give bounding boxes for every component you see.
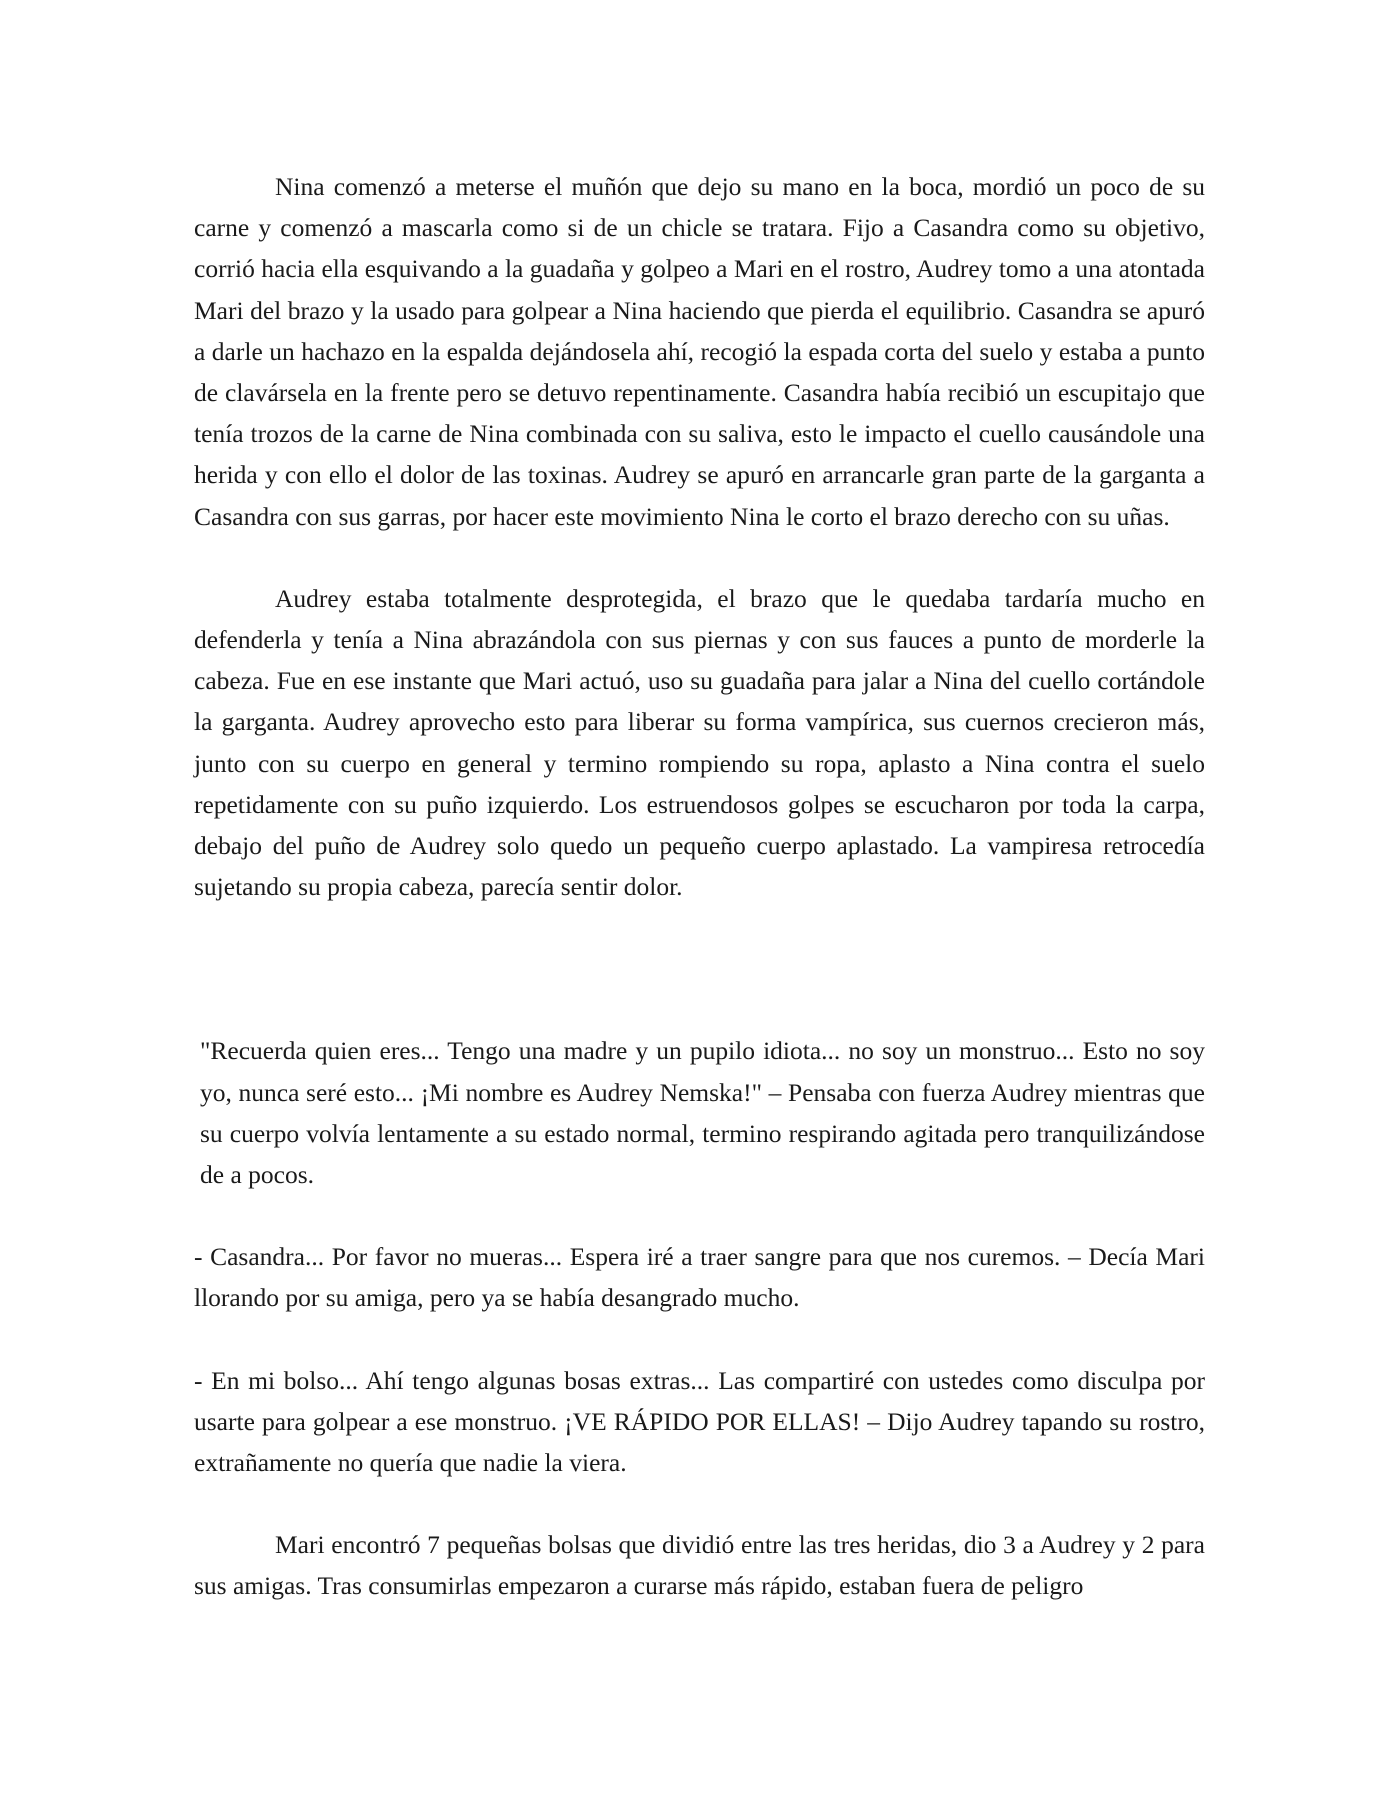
paragraph-4-dialogue: - Casandra... Por favor no mueras... Espera iré a traer sangre para que nos curemos. – Decía Mari llorando por su amiga, pero ya se había desangrado mucho. [194,1242,1205,1313]
paragraph-1: Nina comenzó a meterse el muñón que dejo su mano en la boca, mordió un poco de su carne y comenzó a mascarla como si de un chicle se tratara. Fijo a Casandra como su objetivo, corrió hacia ella esquivando a la guadaña y golpeo a Mari en el rostro, Audrey tomo a una atontada Mari del brazo y la usado para golpear a Nina haciendo que pierda el equilibrio. Casandra se apuró a darle un hachazo en la espalda dejándosela ahí, recogió la espada corta del suelo y estaba a punto de clavársela en la frente pero se detuvo repentinamente. Casandra había recibió un escupitajo que tenía trozos de la carne de Nina combinada con su saliva, esto le impacto el cuello causándole una herida y con ello el dolor de las toxinas. Audrey se apuró en arrancarle gran parte de la garganta a Casandra con sus garras, por hacer este movimiento Nina le corto el brazo derecho con su uñas. [194,172,1205,531]
paragraph-3-quote: "Recuerda quien eres... Tengo una madre y un pupilo idiota... no soy un monstruo... Esto no soy yo, nunca seré esto... ¡Mi nombre es Audrey Nemska!" – Pensaba con fuerza Audrey mientras que su cuerpo volvía lentamente a su estado normal, termino respirando agitada pero tranquilizándose de a pocos. [200,1036,1205,1190]
paragraph-6: Mari encontró 7 pequeñas bolsas que dividió entre las tres heridas, dio 3 a Audrey y 2 para sus amigas. Tras consumirlas empezaron a curarse más rápido, estaban fuera de peligro [194,1530,1205,1601]
document-body [194,166,1205,1607]
paragraph-5-dialogue: - En mi bolso... Ahí tengo algunas bosas extras... Las compartiré con ustedes como disculpa por usarte para golpear a ese monstruo. ¡VE RÁPIDO POR ELLAS! – Dijo Audrey tapando su rostro, extrañamente no quería que nadie la viera. [194,1365,1205,1478]
paragraph-2: Audrey estaba totalmente desprotegida, el brazo que le quedaba tardaría mucho en defenderla y tenía a Nina abrazándola con sus piernas y con sus fauces a punto de morderle la cabeza. Fue en ese instante que Mari actuó, uso su guadaña para jalar a Nina del cuello cortándole la garganta. Audrey aprovecho esto para liberar su forma vampírica, sus cuernos crecieron más, junto con su cuerpo en general y termino rompiendo su ropa, aplasto a Nina contra el suelo repetidamente con su puño izquierdo. Los estruendosos golpes se escucharon por toda la carpa, debajo del puño de Audrey solo quedo un pequeño cuerpo aplastado. La vampiresa retrocedía sujetando su propia cabeza, parecía sentir dolor. [194,583,1205,902]
